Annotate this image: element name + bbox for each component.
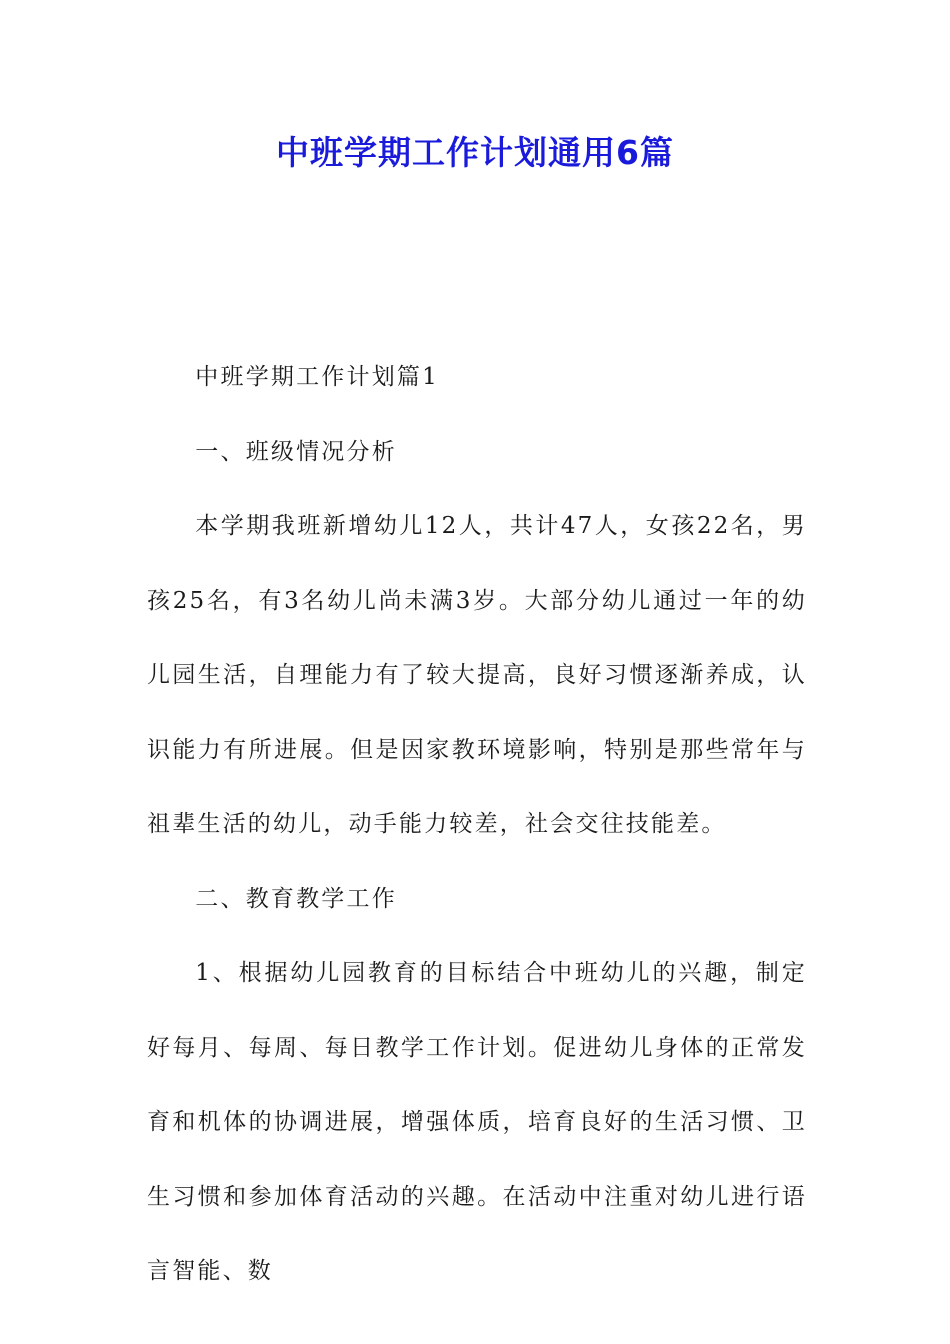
paragraph-class-analysis: 本学期我班新增幼儿12人，共计47人，女孩22名，男孩25名，有3名幼儿尚未满3岁。大部分幼儿通过一年的幼儿园生活，自理能力有了较大提高，良好习惯逐渐养成，认识能力有所进展。但是因家教环境影响，特别是那些常年与祖辈生活的幼儿，动手能力较差，社会交往技能差。	[147, 513, 807, 837]
document-body	[147, 340, 807, 1309]
section-heading-class-analysis: 一、班级情况分析	[195, 438, 397, 465]
paragraph-teaching-work: 1、根据幼儿园教育的目标结合中班幼儿的兴趣，制定好每月、每周、每日教学工作计划。促进幼儿身体的正常发育和机体的协调进展，增强体质，培育良好的生活习惯、卫生习惯和参加体育活动的兴趣。在活动中注重对幼儿进行语言智能、数	[147, 960, 807, 1284]
document-title: 中班学期工作计划通用6篇	[276, 133, 674, 172]
section-heading-teaching-work: 二、教育教学工作	[195, 885, 397, 912]
section-heading-plan-1: 中班学期工作计划篇1	[195, 364, 439, 390]
